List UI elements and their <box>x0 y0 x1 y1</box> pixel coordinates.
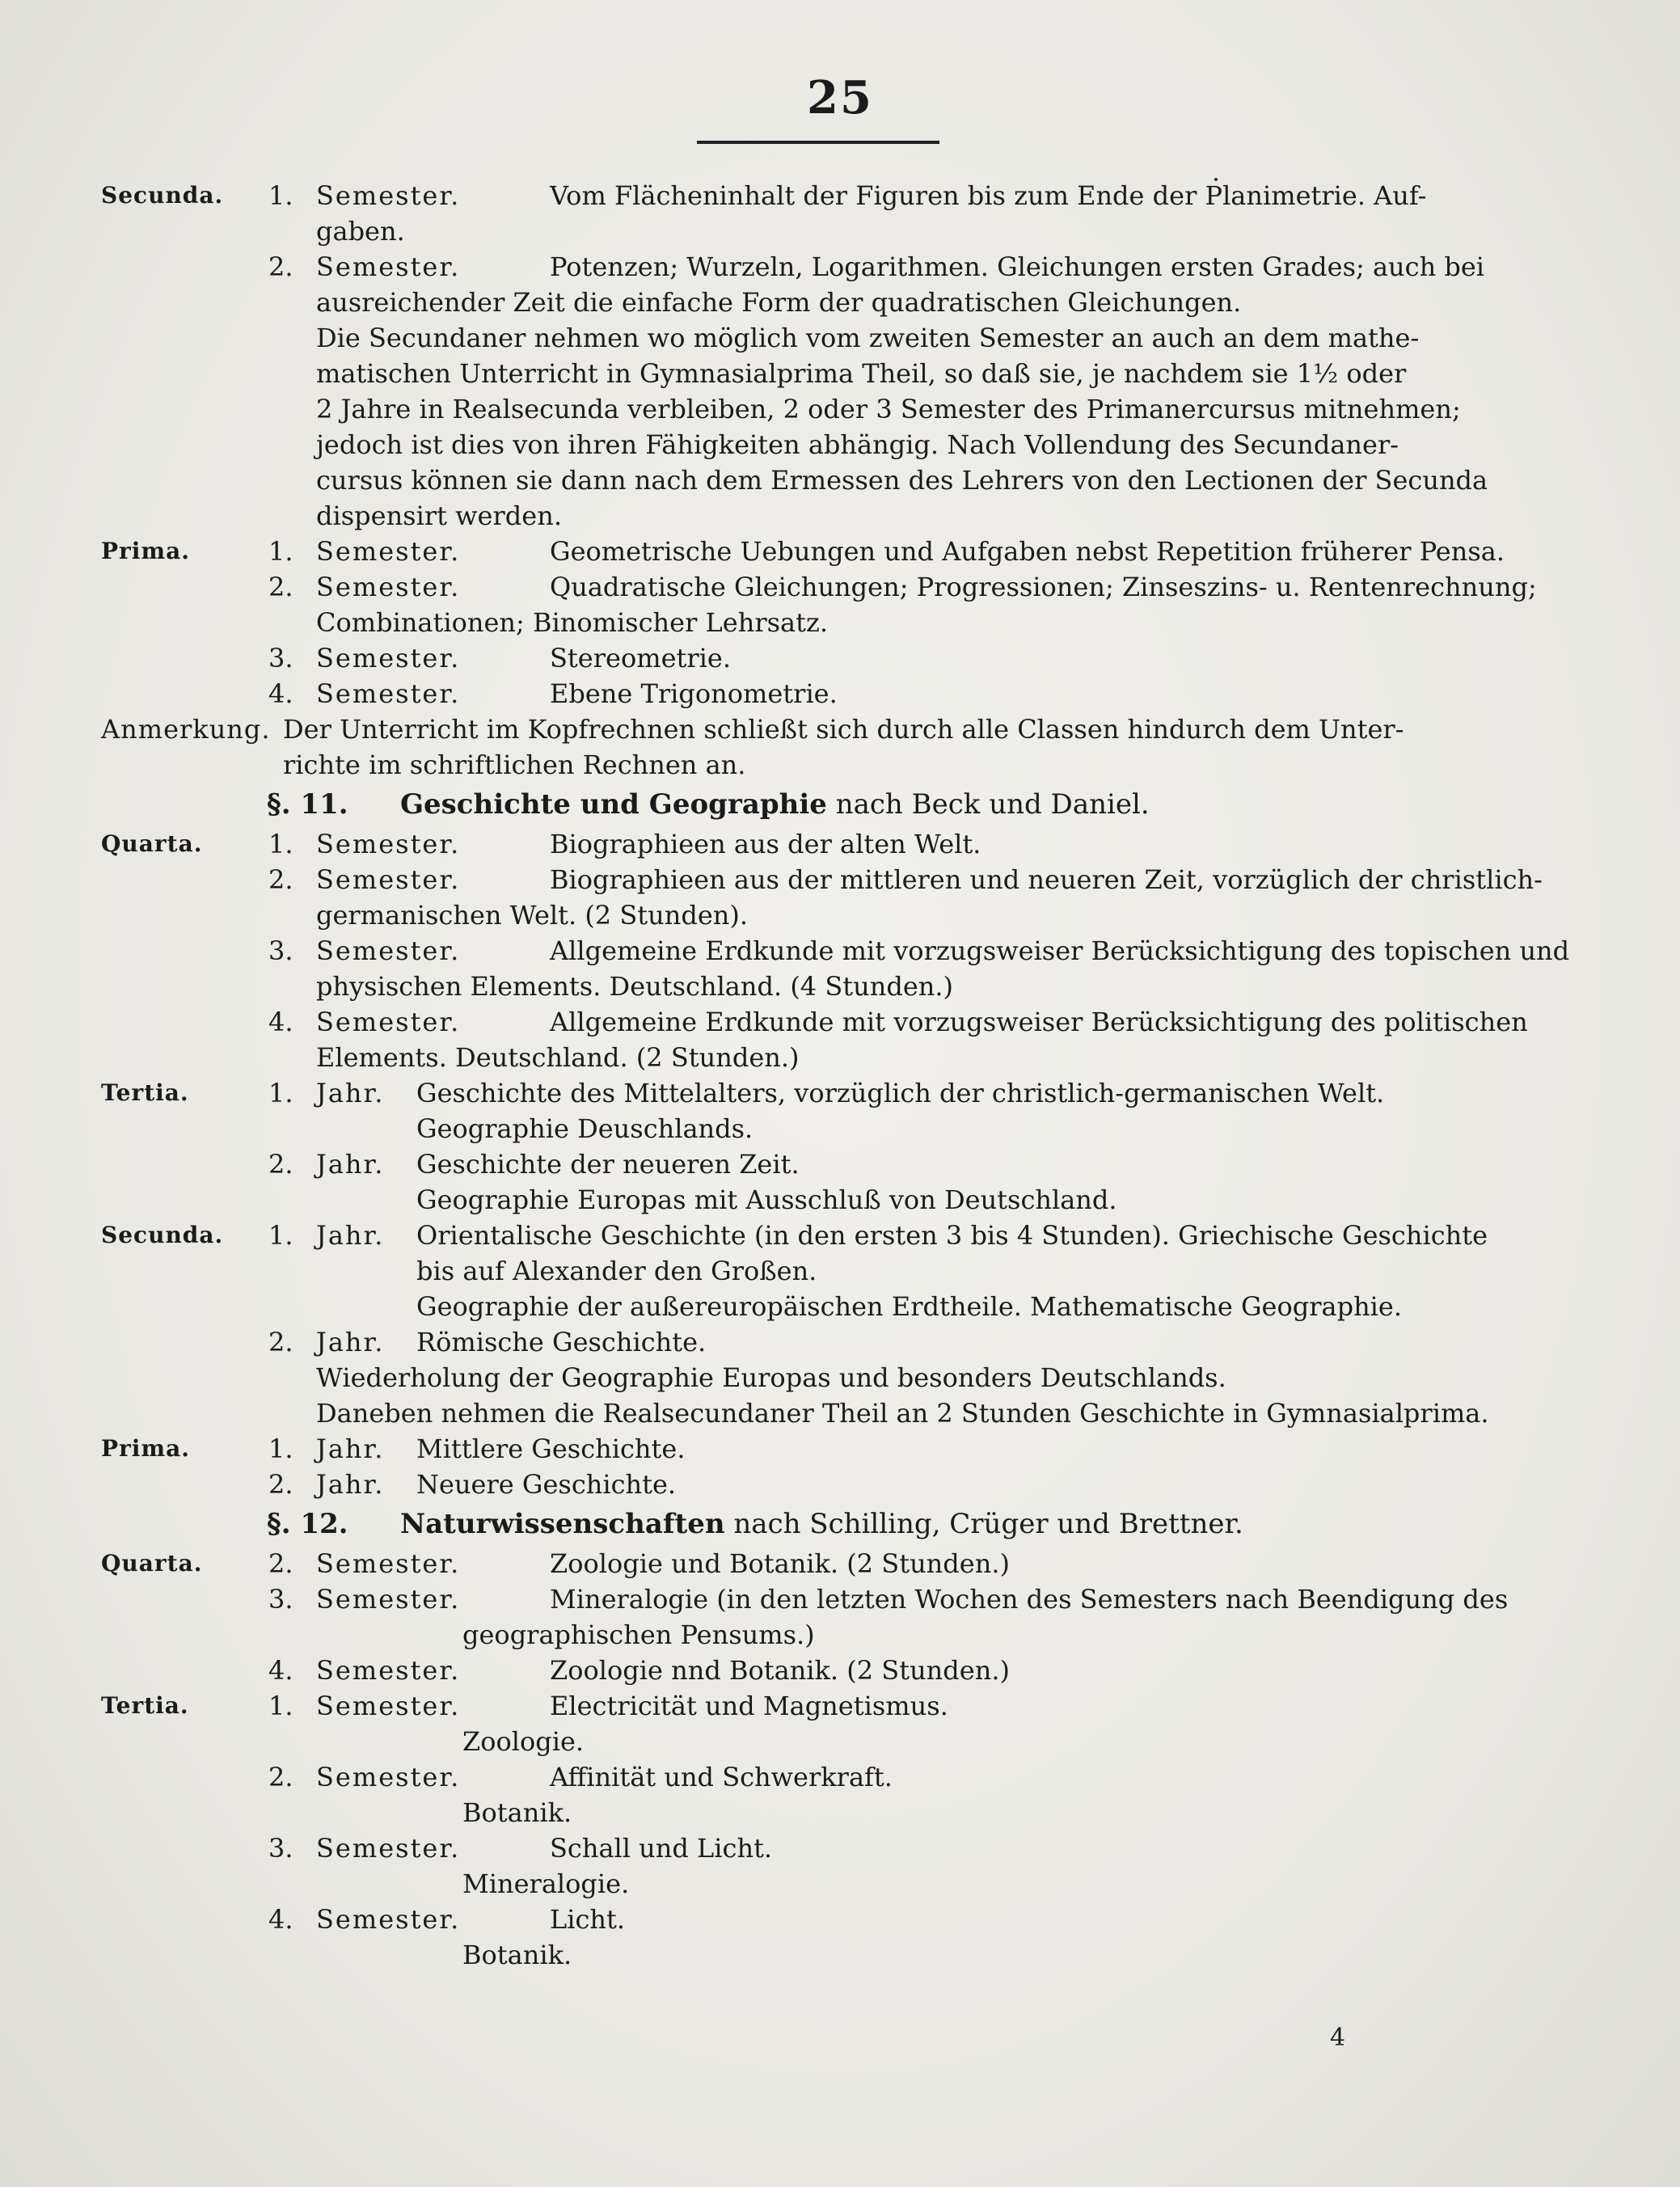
section-number: §. 12. <box>267 1508 348 1540</box>
text-line <box>101 1902 1524 1937</box>
section-heading <box>101 1502 1524 1546</box>
line-text: jedoch ist dies von ihren Fähigkeiten abhängig. Nach Vollendung des Secundaner- <box>316 429 1399 460</box>
text-line <box>101 1431 1524 1467</box>
line-text: dispensirt werden. <box>316 500 562 531</box>
line-text: Allgemeine Erdkunde mit vorzugsweiser Berücksichtigung des topischen und <box>550 935 1570 966</box>
line-text: ausreichender Zeit die einfache Form der quadratischen Gleichungen. <box>316 287 1242 318</box>
text-line <box>101 285 1524 320</box>
line-text: Orientalische Geschichte (in den ersten 3 bis 4 Stunden). Griechische Geschichte <box>416 1220 1488 1251</box>
line-text: Potenzen; Wurzeln, Logarithmen. Gleichungen ersten Grades; auch bei <box>550 251 1484 282</box>
line-text: Wiederholung der Geographie Europas und besonders Deutschlands. <box>316 1362 1226 1393</box>
header-rule <box>697 141 939 144</box>
class-label: Secunda. <box>101 1222 224 1248</box>
text-line <box>101 1866 1524 1902</box>
line-text: 2 Jahre in Realsecunda verbleiben, 2 oder 3 Semester des Primanercursus mitnehmen; <box>316 394 1461 424</box>
line-text: Zoologie nnd Botanik. (2 Stunden.) <box>550 1655 1010 1686</box>
term-label: Semester. <box>316 1904 461 1935</box>
line-text: Mineralogie. <box>462 1868 630 1899</box>
line-text: Neuere Geschichte. <box>416 1469 677 1500</box>
line-text: Geographie der außereuropäischen Erdtheile. Mathematische Geographie. <box>416 1291 1403 1322</box>
text-line <box>101 569 1537 605</box>
line-text: Biographieen aus der alten Welt. <box>550 829 981 859</box>
class-label: Prima. <box>101 538 190 564</box>
text-line <box>101 391 1524 427</box>
term-label: Semester. <box>316 829 461 859</box>
term-label: Semester. <box>316 1548 461 1579</box>
item-number: 1. <box>268 1433 293 1464</box>
item-number: 1. <box>268 536 293 567</box>
term-label: Semester. <box>316 1584 461 1615</box>
term-label: Semester. <box>316 1007 461 1037</box>
line-text: Quadratische Gleichungen; Progressionen; Zinseszins- u. Rentenrechnung; <box>550 572 1537 602</box>
line-text: Botanik. <box>462 1797 572 1828</box>
text-line <box>101 1253 1524 1289</box>
line-text: Combinationen; Binomischer Lehrsatz. <box>316 607 829 638</box>
text-line <box>101 1759 1524 1795</box>
line-text: germanischen Welt. (2 Stunden). <box>316 900 749 931</box>
text-line <box>101 213 1524 249</box>
term-label: Semester. <box>316 643 461 673</box>
text-line <box>101 427 1524 462</box>
item-number: 1. <box>268 1691 293 1721</box>
line-text: cursus können sie dann nach dem Ermessen des Lehrers von den Lectionen der Secunda <box>316 465 1488 496</box>
text-line <box>101 1795 1524 1830</box>
page-number: 25 <box>807 71 873 125</box>
text-line <box>101 1218 1524 1253</box>
section-title-bold: Geschichte und Geographie <box>400 788 827 821</box>
line-text: Botanik. <box>462 1940 572 1970</box>
class-label: Secunda. <box>101 182 224 209</box>
item-number: 2. <box>268 1469 293 1500</box>
term-label: Jahr. <box>316 1433 385 1464</box>
term-label: Semester. <box>316 536 461 567</box>
line-text: physischen Elements. Deutschland. (4 Stunden.) <box>316 971 954 1002</box>
line-text: Der Unterricht im Kopfrechnen schließt sich durch alle Classen hindurch dem Unter- <box>283 714 1404 745</box>
line-text: Geschichte des Mittelalters, vorzüglich der christlich-germanischen Welt. <box>416 1078 1385 1108</box>
line-text: Die Secundaner nehmen wo möglich vom zweiten Semester an auch an dem mathe- <box>316 323 1420 353</box>
term-label: Semester. <box>316 1762 461 1792</box>
class-label: Anmerkung. <box>101 714 271 745</box>
text-line <box>101 1653 1524 1688</box>
line-text: Licht. <box>550 1904 626 1935</box>
text-line <box>101 933 1570 969</box>
item-number: 2. <box>268 864 293 895</box>
text-line <box>101 1546 1524 1581</box>
text-line <box>101 747 1524 783</box>
term-label: Jahr. <box>316 1149 385 1180</box>
line-text: Zoologie und Botanik. (2 Stunden.) <box>550 1548 1010 1579</box>
line-text: Allgemeine Erdkunde mit vorzugsweiser Berücksichtigung des politischen <box>550 1007 1528 1037</box>
line-text: Mittlere Geschichte. <box>416 1433 686 1464</box>
text-line <box>101 534 1524 569</box>
line-text: Geschichte der neueren Zeit. <box>416 1149 800 1180</box>
text-line <box>101 676 1524 711</box>
class-label: Tertia. <box>101 1079 189 1106</box>
term-label: Semester. <box>316 251 461 282</box>
section-title-rest: nach Schilling, Crüger und Brettner. <box>733 1508 1243 1540</box>
text-line <box>101 178 1524 213</box>
text-line <box>101 1395 1524 1431</box>
item-number: 3. <box>268 935 293 966</box>
line-text: Geographie Deuschlands. <box>416 1113 753 1144</box>
line-text: Vom Flächeninhalt der Figuren bis zum Ende der Planimetrie. Auf- <box>550 180 1427 211</box>
line-text: matischen Unterricht in Gymnasialprima Theil, so daß sie, je nachdem sie 1½ oder <box>316 358 1407 389</box>
class-label: Quarta. <box>101 830 203 857</box>
line-text: Römische Geschichte. <box>416 1327 707 1357</box>
line-text: bis auf Alexander den Großen. <box>416 1256 817 1286</box>
text-line <box>101 1324 1524 1360</box>
item-number: 2. <box>268 572 293 602</box>
text-line <box>101 498 1524 534</box>
item-number: 2. <box>268 1762 293 1792</box>
line-text: Mineralogie (in den letzten Wochen des Semesters nach Beendigung des <box>550 1584 1509 1615</box>
term-label: Jahr. <box>316 1469 385 1500</box>
item-number: 4. <box>268 1904 293 1935</box>
section-title <box>400 1502 1243 1546</box>
text-body <box>101 178 1570 1973</box>
text-line <box>101 1289 1524 1324</box>
text-line <box>101 1937 1524 1973</box>
section-heading <box>101 783 1524 826</box>
line-text: Geographie Europas mit Ausschluß von Deutschland. <box>416 1184 1117 1215</box>
text-line <box>101 826 1524 862</box>
text-line <box>101 1360 1524 1395</box>
item-number: 4. <box>268 678 293 709</box>
text-line <box>101 897 1524 933</box>
section-number: §. 11. <box>267 788 348 821</box>
text-line <box>101 1040 1524 1075</box>
text-line <box>101 1075 1524 1111</box>
line-text: Schall und Licht. <box>550 1833 773 1864</box>
item-number: 1. <box>268 1220 293 1251</box>
line-text: Ebene Trigonometrie. <box>550 678 838 709</box>
signature-mark: 4 <box>1330 2024 1346 2052</box>
line-text: Elements. Deutschland. (2 Stunden.) <box>316 1042 800 1073</box>
text-line <box>101 969 1524 1004</box>
text-line <box>101 1004 1528 1040</box>
text-line <box>101 1182 1524 1218</box>
line-text: Geometrische Uebungen und Aufgaben nebst Repetition früherer Pensa. <box>550 536 1505 567</box>
term-label: Semester. <box>316 180 461 211</box>
term-label: Semester. <box>316 678 461 709</box>
line-text: Stereometrie. <box>550 643 731 673</box>
term-label: Semester. <box>316 572 461 602</box>
term-label: Jahr. <box>316 1078 385 1108</box>
text-line <box>101 862 1543 897</box>
text-line <box>101 1617 1524 1653</box>
item-number: 4. <box>268 1655 293 1686</box>
section-title <box>400 783 1150 826</box>
section-title-bold: Naturwissenschaften <box>400 1508 725 1540</box>
line-text: Affinität und Schwerkraft. <box>550 1762 893 1792</box>
text-line <box>101 711 1524 747</box>
line-text: gaben. <box>316 216 405 247</box>
text-line <box>101 1688 1524 1724</box>
line-text: Biographieen aus der mittleren und neueren Zeit, vorzüglich der christlich- <box>550 864 1543 895</box>
text-line <box>101 605 1524 640</box>
text-line <box>101 1146 1524 1182</box>
section-title-rest: nach Beck und Daniel. <box>835 788 1150 821</box>
text-line <box>101 320 1524 356</box>
term-label: Semester. <box>316 864 461 895</box>
term-label: Semester. <box>316 1691 461 1721</box>
term-label: Semester. <box>316 1655 461 1686</box>
text-line <box>101 1581 1524 1617</box>
item-number: 3. <box>268 1833 293 1864</box>
term-label: Jahr. <box>316 1327 385 1357</box>
line-text: Zoologie. <box>462 1726 585 1757</box>
item-number: 2. <box>268 1548 293 1579</box>
term-label: Jahr. <box>316 1220 385 1251</box>
line-text: Daneben nehmen die Realsecundaner Theil an 2 Stunden Geschichte in Gymnasialprima. <box>316 1398 1489 1429</box>
line-text: richte im schriftlichen Rechnen an. <box>283 749 746 780</box>
text-line <box>101 1111 1524 1146</box>
class-label: Prima. <box>101 1435 190 1462</box>
item-number: 1. <box>268 829 293 859</box>
item-number: 2. <box>268 1327 293 1357</box>
line-text: Electricität und Magnetismus. <box>550 1691 948 1721</box>
text-line <box>101 1830 1524 1866</box>
class-label: Quarta. <box>101 1550 203 1577</box>
class-label: Tertia. <box>101 1692 189 1719</box>
text-line <box>101 249 1524 285</box>
text-line <box>101 356 1524 391</box>
item-number: 1. <box>268 180 293 211</box>
item-number: 4. <box>268 1007 293 1037</box>
term-label: Semester. <box>316 935 461 966</box>
term-label: Semester. <box>316 1833 461 1864</box>
item-number: 3. <box>268 643 293 673</box>
text-line <box>101 640 1524 676</box>
item-number: 1. <box>268 1078 293 1108</box>
text-line <box>101 462 1524 498</box>
line-text: geographischen Pensums.) <box>462 1619 815 1650</box>
text-line <box>101 1467 1524 1502</box>
item-number: 2. <box>268 1149 293 1180</box>
text-line <box>101 1724 1524 1759</box>
item-number: 3. <box>268 1584 293 1615</box>
item-number: 2. <box>268 251 293 282</box>
